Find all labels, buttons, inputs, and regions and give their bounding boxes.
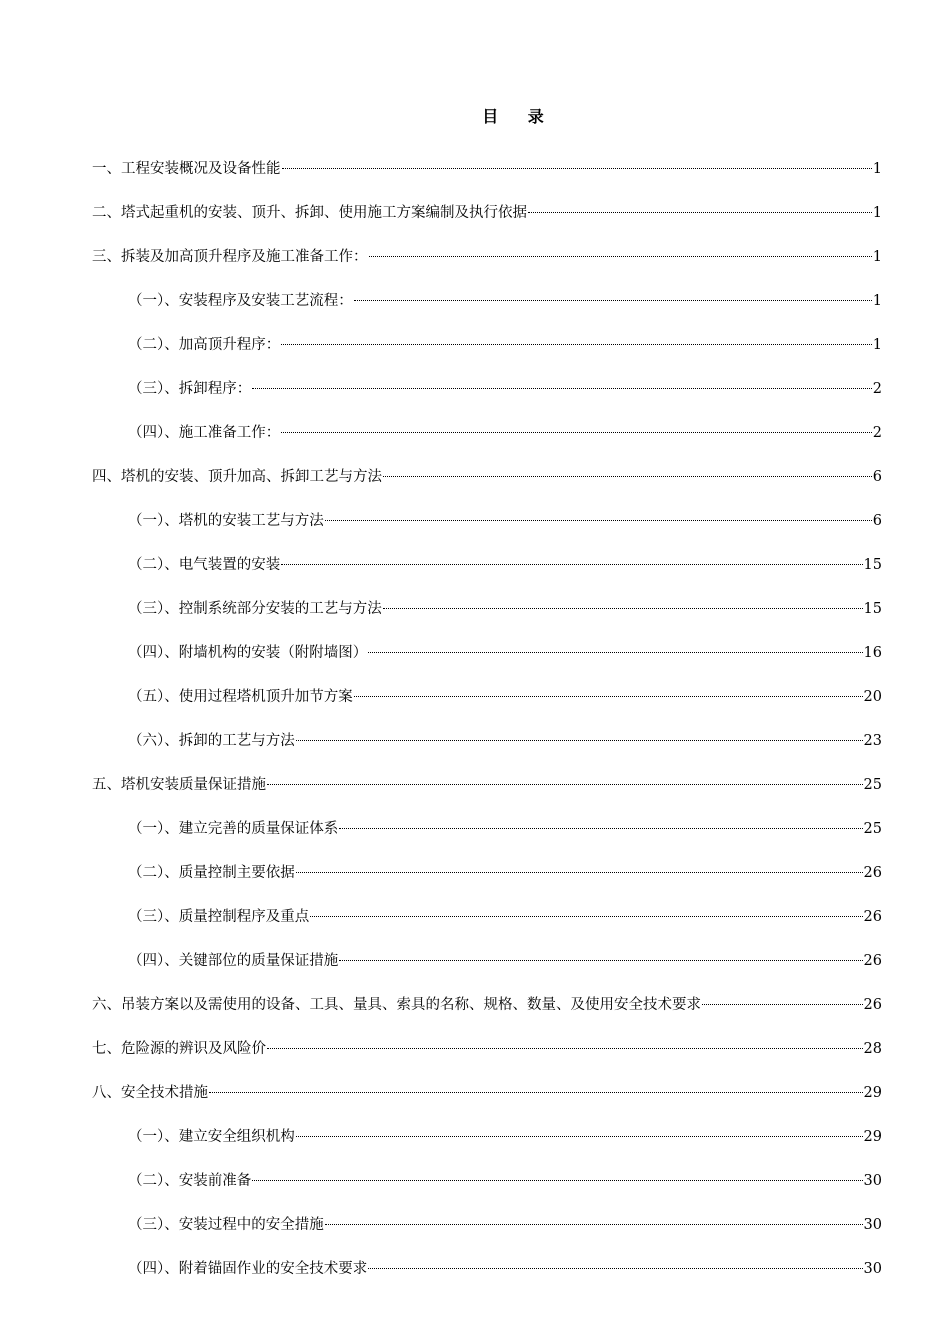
toc-entry[interactable]	[0, 147, 950, 191]
toc-dot-leader	[339, 946, 862, 961]
toc-entry-page-number: 15	[863, 601, 882, 617]
toc-entry-text: （一）、塔机的安装工艺与方法	[128, 513, 324, 529]
toc-entry[interactable]	[0, 279, 950, 323]
toc-entry-text: 四、塔机的安装、顶升加高、拆卸工艺与方法	[92, 469, 382, 485]
toc-entry[interactable]	[0, 719, 950, 763]
toc-dot-leader	[528, 198, 872, 213]
toc-entry-text: 七、危险源的辨识及风险价	[92, 1041, 266, 1057]
toc-entry-page-number: 1	[872, 205, 882, 221]
toc-title: 目 录	[482, 107, 556, 126]
toc-dot-leader	[383, 462, 872, 477]
toc-dot-leader	[339, 814, 862, 829]
toc-entry[interactable]	[0, 895, 950, 939]
toc-dot-leader	[281, 330, 872, 345]
toc-dot-leader	[354, 286, 872, 301]
toc-entry[interactable]	[0, 675, 950, 719]
toc-entry-page-number: 1	[872, 249, 882, 265]
toc-entry[interactable]	[0, 1159, 950, 1203]
toc-entry-page-number: 23	[863, 733, 882, 749]
toc-entry[interactable]	[0, 1115, 950, 1159]
toc-entry-page-number: 15	[863, 557, 882, 573]
toc-entry-page-number: 20	[863, 689, 882, 705]
toc-entry-text: 一、工程安装概况及设备性能	[92, 161, 281, 177]
toc-entry-text: （四）、施工准备工作：	[128, 425, 281, 441]
toc-entry-text: （一）、建立完善的质量保证体系	[128, 821, 339, 837]
toc-entry-page-number: 29	[863, 1085, 882, 1101]
toc-entry-text: 三、拆装及加高顶升程序及施工准备工作：	[92, 249, 368, 265]
toc-entry[interactable]	[0, 455, 950, 499]
toc-entry-page-number: 28	[863, 1041, 882, 1057]
toc-dot-leader	[252, 374, 872, 389]
toc-dot-leader	[702, 990, 863, 1005]
toc-dot-leader	[267, 1034, 863, 1049]
toc-entry[interactable]	[0, 763, 950, 807]
toc-dot-leader	[252, 1166, 862, 1181]
toc-dot-leader	[368, 638, 862, 653]
toc-entry-text: （三）、质量控制程序及重点	[128, 909, 310, 925]
toc-dot-leader	[209, 1078, 863, 1093]
toc-entry-page-number: 16	[863, 645, 882, 661]
toc-entry-text: 八、安全技术措施	[92, 1085, 208, 1101]
toc-dot-leader	[325, 1210, 863, 1225]
toc-entry-page-number: 25	[863, 821, 882, 837]
toc-entry-text: （四）、关键部位的质量保证措施	[128, 953, 339, 969]
toc-entry-page-number: 25	[863, 777, 882, 793]
toc-entry[interactable]	[0, 631, 950, 675]
toc-entry[interactable]	[0, 543, 950, 587]
toc-entry[interactable]	[0, 1071, 950, 1115]
toc-entry-text: （四）、附着锚固作业的安全技术要求	[128, 1261, 368, 1277]
toc-entry[interactable]	[0, 499, 950, 543]
toc-dot-leader	[310, 902, 862, 917]
toc-entry[interactable]	[0, 1027, 950, 1071]
toc-dot-leader	[282, 154, 872, 169]
toc-entry-text: 二、塔式起重机的安装、顶升、拆卸、使用施工方案编制及执行依据	[92, 205, 527, 221]
toc-dot-leader	[267, 770, 863, 785]
toc-entry[interactable]	[0, 1247, 950, 1291]
toc-entry-text: （三）、安装过程中的安全措施	[128, 1217, 324, 1233]
toc-list	[0, 147, 950, 1291]
toc-entry-page-number: 30	[863, 1261, 882, 1277]
toc-dot-leader	[354, 682, 863, 697]
toc-entry-text: （二）、加高顶升程序：	[128, 337, 281, 353]
toc-entry-page-number: 26	[863, 997, 882, 1013]
toc-entry-page-number: 26	[863, 953, 882, 969]
toc-entry-page-number: 6	[872, 469, 882, 485]
toc-dot-leader	[281, 550, 862, 565]
toc-entry-page-number: 26	[863, 865, 882, 881]
toc-entry[interactable]	[0, 807, 950, 851]
toc-dot-leader	[383, 594, 863, 609]
toc-entry[interactable]	[0, 939, 950, 983]
toc-dot-leader	[281, 418, 872, 433]
toc-dot-leader	[296, 858, 863, 873]
toc-entry[interactable]	[0, 323, 950, 367]
toc-entry-page-number: 1	[872, 337, 882, 353]
toc-entry-text: 六、吊装方案以及需使用的设备、工具、量具、索具的名称、规格、数量、及使用安全技术要求	[92, 997, 701, 1013]
toc-dot-leader	[369, 242, 872, 257]
toc-entry-page-number: 1	[872, 161, 882, 177]
toc-entry[interactable]	[0, 235, 950, 279]
toc-entry-text: （一）、建立安全组织机构	[128, 1129, 295, 1145]
toc-entry-text: （二）、电气装置的安装	[128, 557, 281, 573]
toc-entry-text: （一）、安装程序及安装工艺流程：	[128, 293, 353, 309]
toc-dot-leader	[296, 726, 863, 741]
toc-entry-text: 五、塔机安装质量保证措施	[92, 777, 266, 793]
toc-entry-text: （五）、使用过程塔机顶升加节方案	[128, 689, 353, 705]
toc-entry-text: （二）、安装前准备	[128, 1173, 252, 1189]
toc-entry-page-number: 26	[863, 909, 882, 925]
toc-entry-page-number: 1	[872, 293, 882, 309]
toc-entry[interactable]	[0, 983, 950, 1027]
toc-entry[interactable]	[0, 587, 950, 631]
toc-entry[interactable]	[0, 411, 950, 455]
toc-entry-text: （三）、拆卸程序：	[128, 381, 252, 397]
toc-entry-text: （三）、控制系统部分安装的工艺与方法	[128, 601, 382, 617]
toc-entry[interactable]	[0, 1203, 950, 1247]
toc-entry-page-number: 30	[863, 1173, 882, 1189]
toc-entry[interactable]	[0, 191, 950, 235]
toc-entry-text: （四）、附墙机构的安装（附附墙图）	[128, 645, 368, 661]
toc-entry[interactable]	[0, 367, 950, 411]
toc-entry-page-number: 29	[863, 1129, 882, 1145]
toc-entry-page-number: 2	[872, 381, 882, 397]
toc-entry-page-number: 6	[872, 513, 882, 529]
toc-entry-page-number: 2	[872, 425, 882, 441]
toc-dot-leader	[296, 1122, 863, 1137]
toc-entry-text: （二）、质量控制主要依据	[128, 865, 295, 881]
toc-dot-leader	[368, 1254, 862, 1269]
toc-entry-page-number: 30	[863, 1217, 882, 1233]
toc-entry[interactable]	[0, 851, 950, 895]
toc-entry-text: （六）、拆卸的工艺与方法	[128, 733, 295, 749]
toc-dot-leader	[325, 506, 872, 521]
